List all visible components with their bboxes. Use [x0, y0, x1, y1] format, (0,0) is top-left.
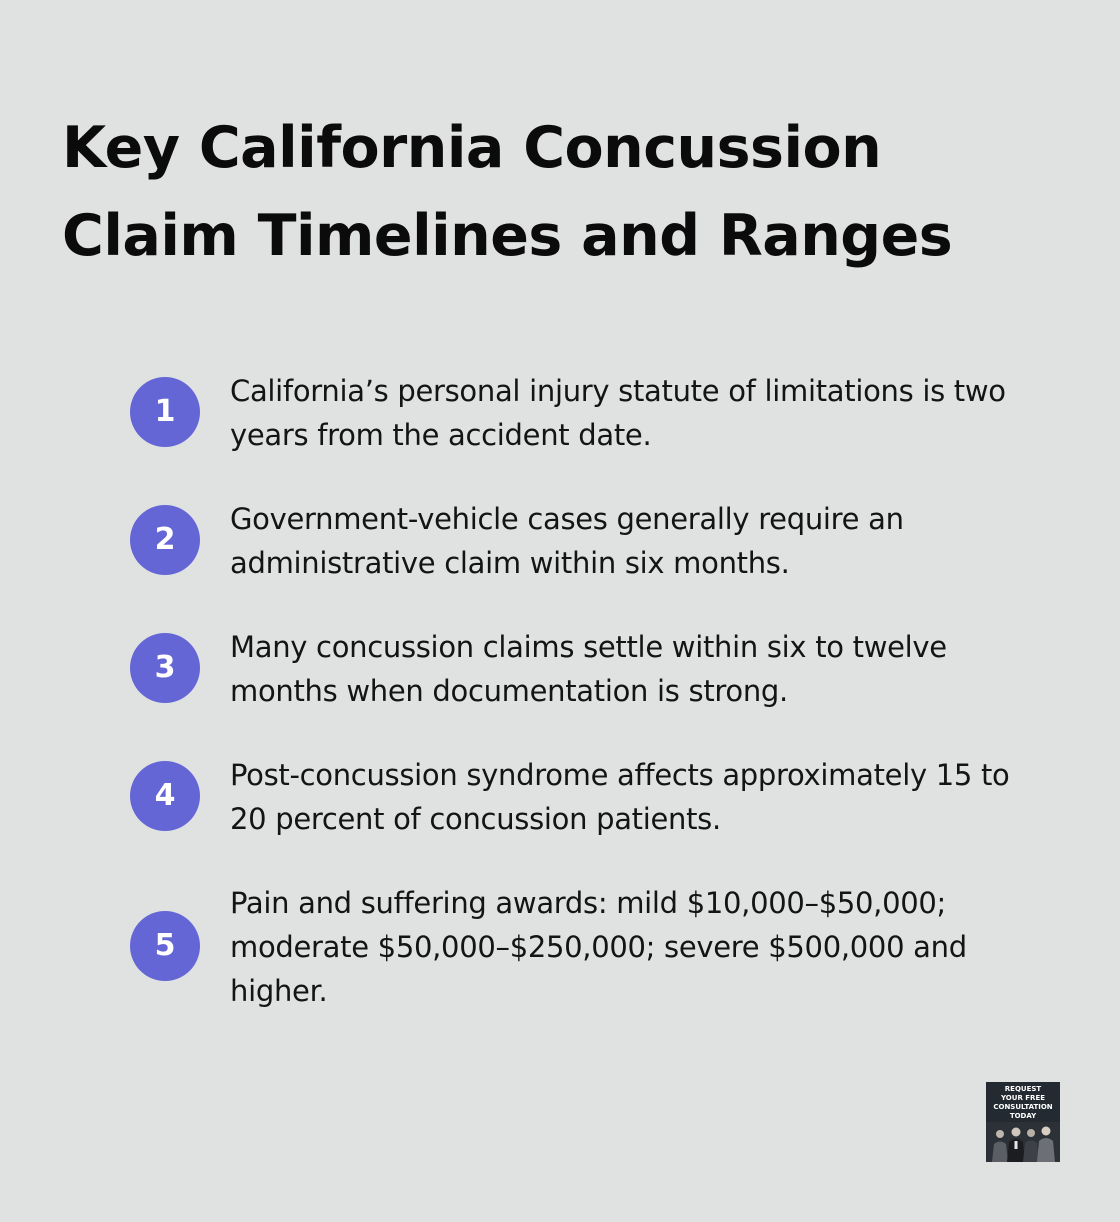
number-badge-3: 3 — [130, 633, 200, 703]
attorneys-photo — [986, 1122, 1060, 1162]
list-item-text-5 — [230, 881, 1060, 1013]
number-badge-1: 1 — [130, 377, 200, 447]
list-item-text-2 — [230, 497, 1060, 585]
cta-line-3: CONSULTATION — [993, 1103, 1053, 1111]
number-badge-5: 5 — [130, 911, 200, 981]
consultation-cta-label — [986, 1085, 1060, 1121]
list-item-text-4 — [230, 753, 1060, 841]
list-item-text-5-line-2: moderate $50,000–$250,000; severe $500,000 and — [230, 930, 967, 964]
list-item-text-4-line-2: 20 percent of concussion patients. — [230, 802, 721, 836]
number-badge-2: 2 — [130, 505, 200, 575]
page-title-line-2: Claim Timelines and Ranges — [62, 203, 953, 269]
list-item-text-1-line-1: California’s personal injury statute of limitations is two — [230, 374, 1006, 408]
list-item-text-1 — [230, 369, 1060, 457]
list-item-text-5-line-3: higher. — [230, 974, 328, 1008]
page-title-line-1: Key California Concussion — [62, 115, 882, 181]
list-item-text-3-line-2: months when documentation is strong. — [230, 674, 788, 708]
cta-line-2: YOUR FREE — [1000, 1094, 1046, 1102]
cta-line-4: TODAY — [1009, 1112, 1037, 1120]
list-item-text-3-line-1: Many concussion claims settle within six to twelve — [230, 630, 947, 664]
consultation-cta-button[interactable] — [986, 1082, 1060, 1162]
list-item-text-3 — [230, 625, 1060, 713]
page-title — [62, 104, 1062, 280]
list-item-text-2-line-1: Government-vehicle cases generally require an — [230, 502, 904, 536]
list-item-text-2-line-2: administrative claim within six months. — [230, 546, 790, 580]
list-item-text-4-line-1: Post-concussion syndrome affects approximately 15 to — [230, 758, 1010, 792]
list-item-text-1-line-2: years from the accident date. — [230, 418, 652, 452]
cta-line-1: REQUEST — [1004, 1085, 1042, 1093]
list-item-text-5-line-1: Pain and suffering awards: mild $10,000–$50,000; — [230, 886, 947, 920]
number-badge-4: 4 — [130, 761, 200, 831]
